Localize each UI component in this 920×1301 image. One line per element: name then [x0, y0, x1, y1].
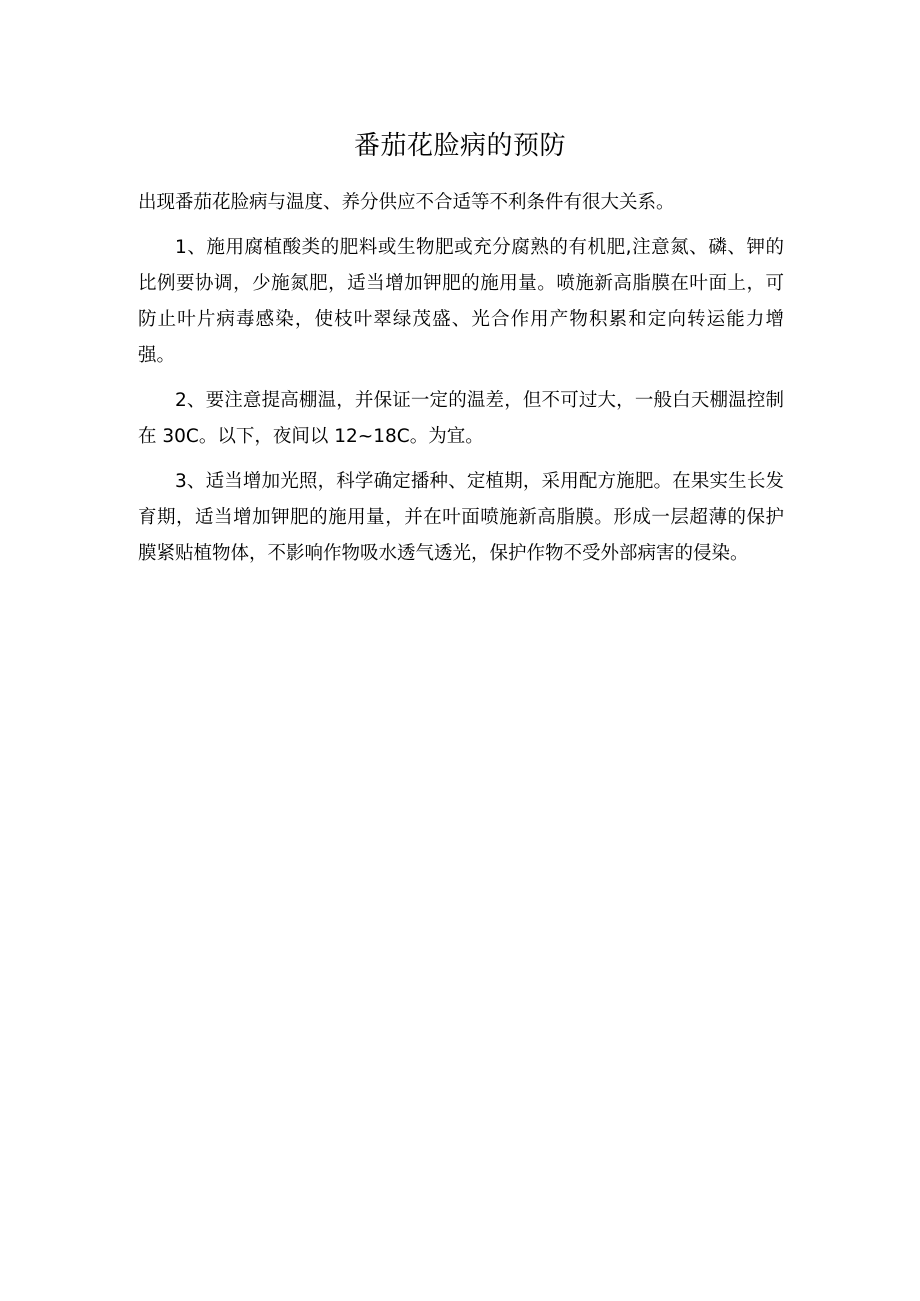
paragraph-3: 3、适当增加光照，科学确定播种、定植期，采用配方施肥。在果实生长发育期，适当增加钾肥的施用量，并在叶面喷施新高脂膜。形成一层超薄的保护膜紧贴植物体，不影响作物吸水透气透光，保护作物不受外部病害的侵染。 — [138, 471, 784, 564]
intro-paragraph: 出现番茄花脸病与温度、养分供应不合适等不利条件有很大关系。 — [138, 192, 675, 213]
page-title: 番茄花脸病的预防 — [353, 131, 566, 161]
document-body — [138, 185, 784, 581]
paragraph-2: 2、要注意提高棚温，并保证一定的温差，但不可过大，一般白天棚温控制在 30C。以下，夜间以 12~18C。为宜。 — [138, 390, 784, 447]
paragraph-1: 1、施用腐植酸类的肥料或生物肥或充分腐熟的有机肥,注意氮、磷、钾的比例要协调，少施氮肥，适当增加钾肥的施用量。喷施新高脂膜在叶面上，可防止叶片病毒感染，使枝叶翠绿茂盛、光合作用产物积累和定向转运能力增强。 — [138, 237, 784, 366]
